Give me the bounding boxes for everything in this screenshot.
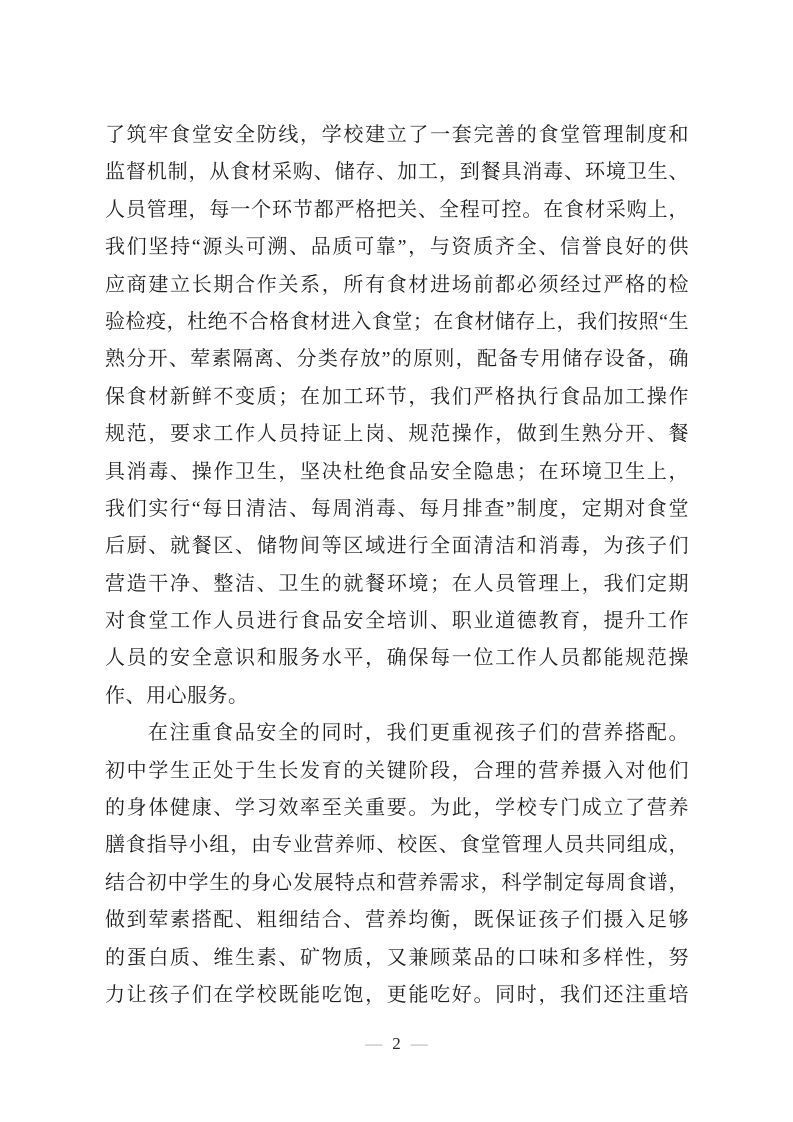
- paragraph-food-safety-management: [105, 117, 689, 715]
- text-line: 后厨、就餐区、储物间等区域进行全面清洁和消毒，为孩子们: [105, 535, 689, 558]
- text-line: 初中学生正处于生长发育的关键阶段，合理的营养摄入对他们: [105, 759, 689, 782]
- page-content: [105, 117, 689, 1014]
- text-line: 规范，要求工作人员持证上岗、规范操作，做到生熟分开、餐: [105, 423, 689, 446]
- text-line: 营造干净、整洁、卫生的就餐环境；在人员管理上，我们定期: [105, 572, 689, 595]
- text-line: 具消毒、操作卫生，坚决杜绝食品安全隐患；在环境卫生上，: [105, 460, 689, 483]
- text-line: 结合初中学生的身心发展特点和营养需求，科学制定每周食谱，: [105, 871, 689, 894]
- text-line: 我们坚持“源头可溯、品质可靠”，与资质齐全、信誉良好的供: [105, 236, 689, 259]
- text-line: 的身体健康、学习效率至关重要。为此，学校专门成立了营养: [105, 797, 689, 820]
- text-line: 人员管理，每一个环节都严格把关、全程可控。在食材采购上，: [105, 198, 689, 221]
- text-line: 在注重食品安全的同时，我们更重视孩子们的营养搭配。: [148, 722, 689, 745]
- text-line: 作、用心服务。: [105, 684, 249, 707]
- page-number-dash-left: —: [365, 1034, 383, 1053]
- text-line: 了筑牢食堂安全防线，学校建立了一套完善的食堂管理制度和: [105, 124, 689, 146]
- paragraph-nutrition: [105, 715, 689, 1014]
- text-line: 监督机制，从食材采购、储存、加工，到餐具消毒、环境卫生、: [105, 161, 689, 184]
- text-line: 熟分开、荤素隔离、分类存放”的原则，配备专用储存设备，确: [105, 348, 689, 371]
- page-number-value: 2: [392, 1034, 401, 1053]
- text-line: 力让孩子们在学校既能吃饱，更能吃好。同时，我们还注重培: [105, 983, 689, 1006]
- text-line: 对食堂工作人员进行食品安全培训、职业道德教育，提升工作: [105, 610, 689, 633]
- text-line: 人员的安全意识和服务水平，确保每一位工作人员都能规范操: [105, 647, 689, 670]
- text-line: 应商建立长期合作关系，所有食材进场前都必须经过严格的检: [105, 273, 689, 296]
- page-number: [0, 1032, 793, 1056]
- page-number-dash-right: —: [410, 1034, 428, 1053]
- text-line: 保食材新鲜不变质；在加工环节，我们严格执行食品加工操作: [105, 385, 689, 408]
- text-line: 膳食指导小组，由专业营养师、校医、食堂管理人员共同组成，: [105, 834, 689, 857]
- text-line: 的蛋白质、维生素、矿物质，又兼顾菜品的口味和多样性，努: [105, 946, 689, 969]
- text-line: 我们实行“每日清洁、每周消毒、每月排查”制度，定期对食堂: [105, 497, 689, 520]
- text-line: 验检疫，杜绝不合格食材进入食堂；在食材储存上，我们按照“生: [105, 310, 689, 333]
- text-line: 做到荤素搭配、粗细结合、营养均衡，既保证孩子们摄入足够: [105, 909, 689, 932]
